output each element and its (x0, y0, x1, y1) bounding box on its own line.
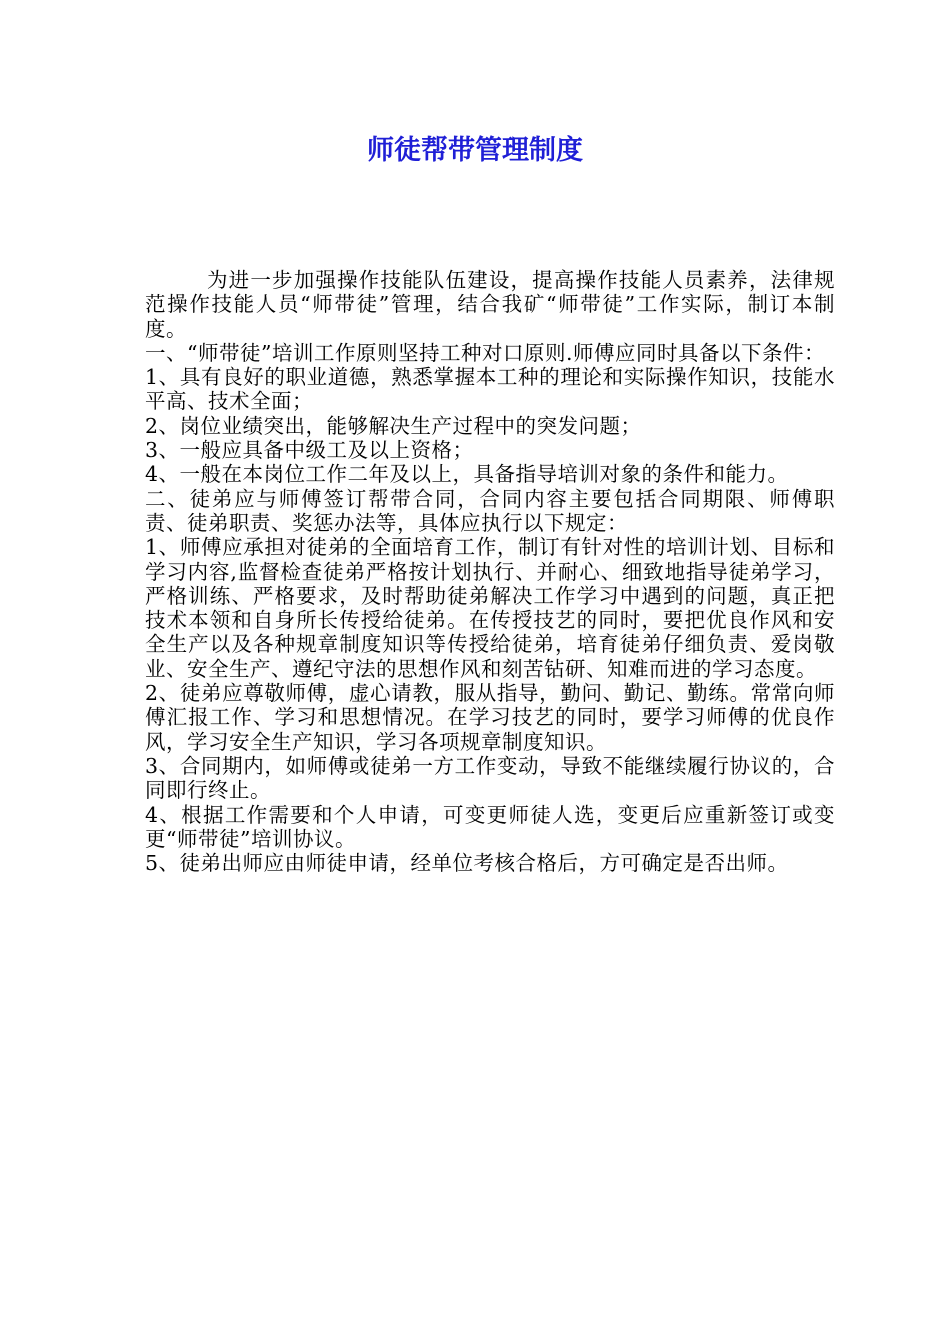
section-1-heading: 一、“师带徒”培训工作原则坚持工种对口原则.师傅应同时具备以下条件： (145, 340, 825, 365)
section-1-item-1: 1、具有良好的职业道德，熟悉掌握本工种的理论和实际操作知识，技能水平高、技术全面； (145, 365, 835, 414)
section-2-heading: 二、徒弟应与师傅签订帮带合同，合同内容主要包括合同期限、师傅职责、徒弟职责、奖惩办法等，具体应执行以下规定： (145, 486, 835, 535)
section-1-item-2: 2、岗位业绩突出，能够解决生产过程中的突发问题； (145, 413, 642, 438)
section-1-item-4: 4、一般在本岗位工作二年及以上，具备指导培训对象的条件和能力。 (145, 462, 789, 487)
section-2-item-4: 4、根据工作需要和个人申请，可变更师徒人选，变更后应重新签订或变更“师带徒”培训协议。 (145, 802, 835, 851)
section-1-item-3: 3、一般应具备中级工及以上资格； (145, 438, 474, 463)
section-2-item-5: 5、徒弟出师应由师徒申请，经单位考核合格后，方可确定是否出师。 (145, 851, 789, 876)
intro-paragraph: 为进一步加强操作技能队伍建设，提高操作技能人员素养，法律规范操作技能人员“师带徒”管理，结合我矿“师带徒”工作实际，制订本制度。 (145, 268, 835, 341)
section-2-item-1: 1、师傅应承担对徒弟的全面培育工作，制订有针对性的培训计划、目标和学习内容,监督检查徒弟严格按计划执行、并耐心、细致地指导徒弟学习，严格训练、严格要求，及时帮助徒弟解决工作学习中遇到的问题，真正把技术本领和自身所长传授给徒弟。在传授技艺的同时，要把优良作风和安全生产以及各种规章制度知识等传授给徒弟，培育徒弟仔细负责、爱岗敬业、安全生产、遵纪守法的思想作风和刻苦钻研、知难而进的学习态度。 (145, 535, 835, 681)
section-2-item-2: 2、徒弟应尊敬师傅，虚心请教，服从指导，勤问、勤记、勤练。常常向师傅汇报工作、学习和思想情况。在学习技艺的同时，要学习师傅的优良作风，学习安全生产知识，学习各项规章制度知识。 (145, 681, 835, 754)
page-title: 师徒帮带管理制度 (367, 135, 583, 166)
section-2-item-3: 3、合同期内，如师傅或徒弟一方工作变动，导致不能继续履行协议的，合同即行终止。 (145, 753, 835, 803)
document-body (145, 268, 835, 875)
